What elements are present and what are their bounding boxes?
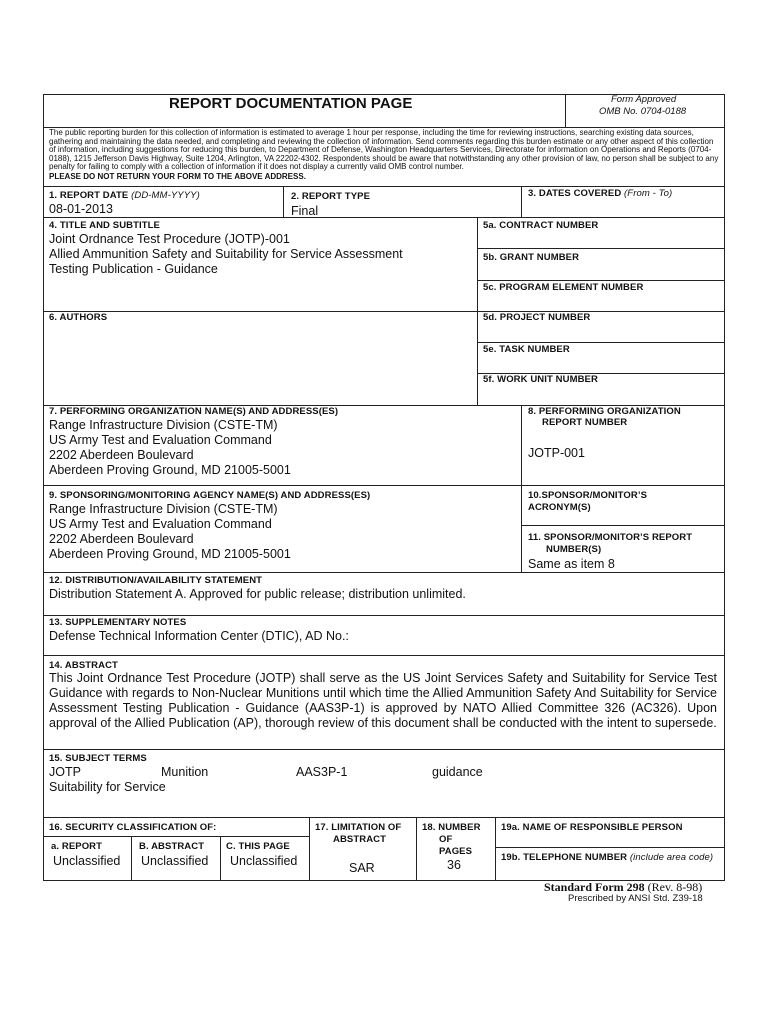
contract-number-label: 5a. CONTRACT NUMBER bbox=[483, 220, 599, 231]
telephone-label: 19b. TELEPHONE NUMBER (include area code) bbox=[501, 852, 714, 863]
divider bbox=[477, 342, 725, 343]
address-line: US Army Test and Evaluation Command bbox=[49, 433, 272, 447]
program-element-label: 5c. PROGRAM ELEMENT NUMBER bbox=[483, 282, 644, 293]
address-line: 2202 Aberdeen Boulevard bbox=[49, 532, 194, 546]
divider bbox=[43, 217, 725, 218]
performing-org-report-value: JOTP-001 bbox=[528, 446, 585, 460]
ansi-footer: Prescribed by ANSI Std. Z39-18 bbox=[568, 893, 703, 904]
divider bbox=[477, 248, 725, 249]
burden-warning: PLEASE DO NOT RETURN YOUR FORM TO THE ABOVE ADDRESS. bbox=[49, 172, 306, 181]
burden-statement: The public reporting burden for this collection of information is estimated to average 1 hour per response, including the time for reviewing instructions, searching existing data sources, gathering and maintaining the data needed, and completing and reviewing the collection of information. Send comments regarding this burden estimate or any other aspect of this collection of information, including suggestions for reducing this burden, to Department of Defense, Washington Headquarters Services, Directorate for information on Operations and Reports (0704-0188), 1215 Jefferson Davis Highway, Suite 1204, Arlington, VA 22202-4302. Respondents should be aware that notwithstanding any other provision of law, no person shall be subject to any penalty for failing to comply with a collection of information if it does not display a currently valid OMB control number. bbox=[49, 128, 719, 172]
report-documentation-form bbox=[43, 94, 725, 881]
sponsor-acronym-label: 10.SPONSOR/MONITOR’S bbox=[528, 490, 648, 501]
performing-org-label: 7. PERFORMING ORGANIZATION NAME(S) AND ADDRESS(ES) bbox=[49, 406, 339, 417]
divider-vertical bbox=[521, 405, 522, 573]
sponsor-acronym-label: ACRONYM(S) bbox=[528, 502, 591, 513]
address-line: Range Infrastructure Division (CSTE-TM) bbox=[49, 502, 278, 516]
divider bbox=[43, 572, 725, 573]
divider-vertical bbox=[220, 836, 221, 881]
subject-term: Munition bbox=[161, 765, 209, 779]
report-classification-value: Unclassified bbox=[53, 854, 121, 868]
task-number-label: 5e. TASK NUMBER bbox=[483, 344, 570, 355]
form-approved-text: Form Approved bbox=[611, 94, 677, 105]
subject-term: JOTP bbox=[49, 765, 81, 779]
address-line: Range Infrastructure Division (CSTE-TM) bbox=[49, 418, 278, 432]
dates-covered-label: 3. DATES COVERED (From - To) bbox=[528, 188, 673, 199]
page-classification-value: Unclassified bbox=[230, 854, 298, 868]
divider bbox=[43, 655, 725, 656]
title-line: Joint Ordnance Test Procedure (JOTP)-001 bbox=[49, 232, 290, 246]
subject-terms-label: 15. SUBJECT TERMS bbox=[49, 753, 147, 764]
divider-vertical bbox=[565, 94, 566, 128]
sponsor-report-label: NUMBER(S) bbox=[546, 544, 602, 555]
report-type-value: Final bbox=[291, 204, 319, 218]
divider bbox=[43, 749, 725, 750]
number-of-pages-label: PAGES bbox=[439, 846, 473, 857]
address-line: US Army Test and Evaluation Command bbox=[49, 517, 272, 531]
abstract-label: 14. ABSTRACT bbox=[49, 660, 118, 671]
subject-term: Suitability for Service bbox=[49, 780, 166, 794]
authors-label: 6. AUTHORS bbox=[49, 312, 108, 323]
work-unit-label: 5f. WORK UNIT NUMBER bbox=[483, 374, 598, 385]
divider bbox=[43, 186, 725, 187]
report-date-label: 1. REPORT DATE (DD-MM-YYYY) bbox=[49, 190, 200, 201]
divider bbox=[43, 836, 309, 837]
performing-org-report-label: 8. PERFORMING ORGANIZATION bbox=[528, 406, 681, 417]
responsible-person-label: 19a. NAME OF RESPONSIBLE PERSON bbox=[501, 822, 683, 833]
address-line: Aberdeen Proving Ground, MD 21005-5001 bbox=[49, 547, 291, 561]
abstract-classification-label: B. ABSTRACT bbox=[139, 841, 205, 852]
grant-number-label: 5b. GRANT NUMBER bbox=[483, 252, 580, 263]
address-line: 2202 Aberdeen Boulevard bbox=[49, 448, 194, 462]
divider-vertical bbox=[495, 817, 496, 881]
sponsoring-agency-label: 9. SPONSORING/MONITORING AGENCY NAME(S) AND ADDRESS(ES) bbox=[49, 490, 371, 501]
divider bbox=[477, 280, 725, 281]
page-classification-label: C. THIS PAGE bbox=[226, 841, 290, 852]
subject-term: guidance bbox=[432, 765, 483, 779]
subject-term: AAS3P-1 bbox=[296, 765, 348, 779]
performing-org-report-label: REPORT NUMBER bbox=[542, 417, 628, 428]
supplementary-notes-label: 13. SUPPLEMENTARY NOTES bbox=[49, 617, 187, 628]
page-title: REPORT DOCUMENTATION PAGE bbox=[169, 95, 413, 112]
limitation-value: SAR bbox=[349, 861, 375, 875]
divider-vertical bbox=[131, 836, 132, 881]
divider-vertical bbox=[309, 817, 310, 881]
number-of-pages-label: OF bbox=[439, 834, 453, 845]
supplementary-notes-value: Defense Technical Information Center (DTIC), AD No.: bbox=[49, 629, 349, 643]
divider bbox=[43, 311, 725, 312]
abstract-text: This Joint Ordnance Test Procedure (JOTP) shall serve as the US Joint Services Safety and Suitability for Service Test Guidance with regards to Non-Nuclear Munitions until which time the Allied Ammunition Safety And Suitability for Service Assessment Testing Publication - Guidance (AAS3P-1) is approved by NATO Allied Committee 326 (AC326). Upon approval of the Allied Publication (AP), thorough review of this document shall be conducted with the intent to supersede. bbox=[49, 671, 717, 730]
abstract-classification-value: Unclassified bbox=[141, 854, 209, 868]
divider bbox=[43, 817, 725, 818]
number-of-pages-label: 18. NUMBER bbox=[422, 822, 481, 833]
standard-form-footer: Standard Form 298 (Rev. 8-98) bbox=[544, 880, 703, 894]
sponsor-report-value: Same as item 8 bbox=[528, 557, 615, 571]
divider bbox=[43, 615, 725, 616]
title-subtitle-label: 4. TITLE AND SUBTITLE bbox=[49, 220, 160, 231]
report-date-value: 08-01-2013 bbox=[49, 202, 113, 216]
divider-vertical bbox=[283, 186, 284, 218]
sponsor-report-label: 11. SPONSOR/MONITOR’S REPORT bbox=[528, 532, 693, 543]
project-number-label: 5d. PROJECT NUMBER bbox=[483, 312, 591, 323]
divider bbox=[521, 525, 725, 526]
number-of-pages-value: 36 bbox=[447, 858, 461, 872]
address-line: Aberdeen Proving Ground, MD 21005-5001 bbox=[49, 463, 291, 477]
title-line: Allied Ammunition Safety and Suitability for Service Assessment bbox=[49, 247, 403, 261]
report-type-label: 2. REPORT TYPE bbox=[291, 191, 371, 202]
limitation-label: 17. LIMITATION OF bbox=[315, 822, 402, 833]
divider bbox=[43, 485, 725, 486]
divider-vertical bbox=[521, 186, 522, 218]
distribution-label: 12. DISTRIBUTION/AVAILABILITY STATEMENT bbox=[49, 575, 263, 586]
limitation-label: ABSTRACT bbox=[333, 834, 387, 845]
border-right bbox=[724, 94, 725, 881]
divider-vertical bbox=[416, 817, 417, 881]
distribution-value: Distribution Statement A. Approved for public release; distribution unlimited. bbox=[49, 587, 466, 601]
security-classification-label: 16. SECURITY CLASSIFICATION OF: bbox=[49, 822, 217, 833]
title-line: Testing Publication - Guidance bbox=[49, 262, 218, 276]
divider bbox=[495, 847, 725, 848]
report-classification-label: a. REPORT bbox=[51, 841, 103, 852]
divider-vertical bbox=[477, 217, 478, 406]
border-left bbox=[43, 94, 44, 881]
omb-number: OMB No. 0704-0188 bbox=[599, 106, 687, 117]
